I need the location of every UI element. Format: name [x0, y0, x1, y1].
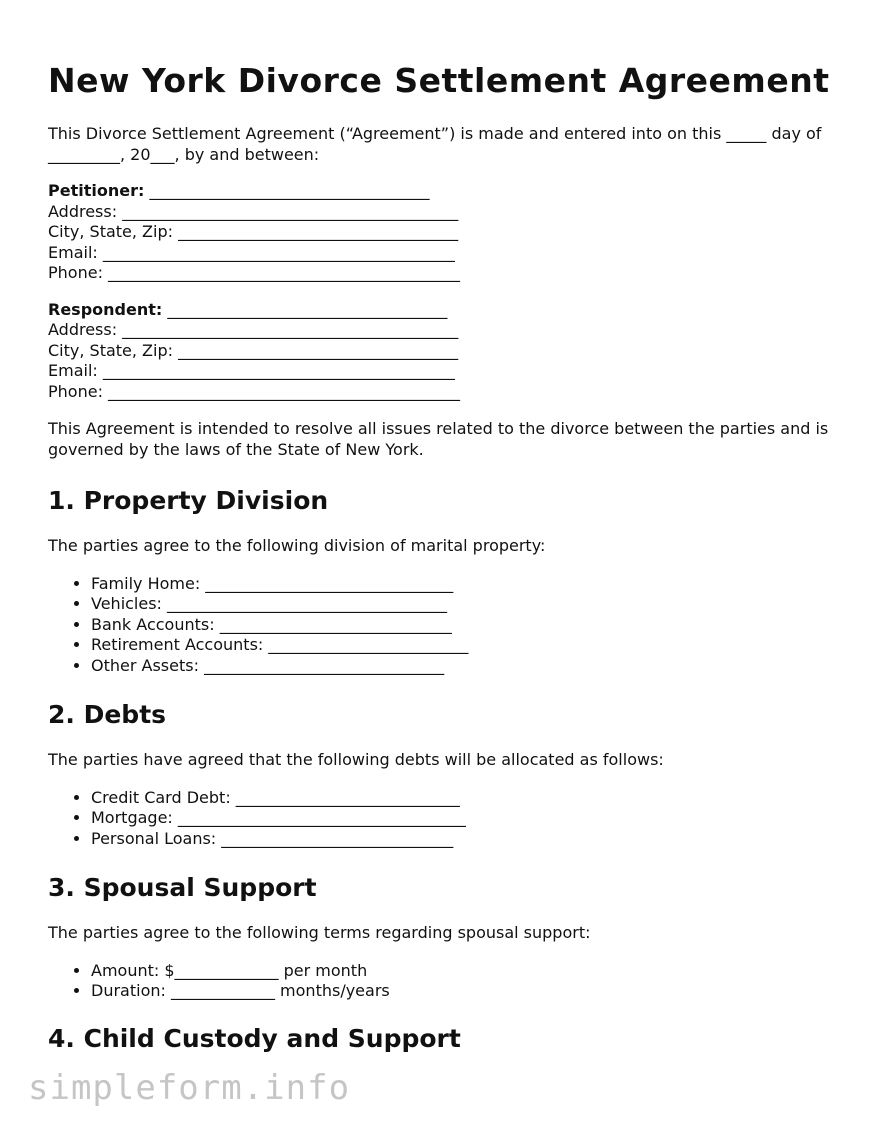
- petitioner-phone: Phone: ____________________________________________: [48, 263, 461, 282]
- spousal-lead: The parties agree to the following terms regarding spousal support:: [48, 923, 591, 942]
- document-page: [48, 60, 838, 1054]
- respondent-label: Respondent:: [48, 299, 163, 319]
- petitioner-email: Email: ____________________________________________: [48, 242, 455, 262]
- list-item: • Credit Card Debt: ____________________________: [91, 788, 838, 809]
- respondent-name-line: [48, 300, 838, 321]
- petitioner-block: [48, 181, 838, 284]
- debts-lead: The parties have agreed that the following debts will be allocated as follows:: [48, 750, 664, 769]
- debts-list: [48, 788, 838, 850]
- petitioner-name-line: [48, 181, 838, 202]
- property-lead: The parties agree to the following division of marital property:: [48, 536, 546, 555]
- watermark: simpleform.info: [28, 1068, 351, 1108]
- petitioner-city: City, State, Zip: ___________________________________: [48, 222, 459, 241]
- respondent-city: City, State, Zip: ___________________________________: [48, 340, 459, 360]
- list-item: • Family Home: _______________________________: [91, 574, 838, 595]
- petitioner-label: Petitioner:: [48, 181, 145, 200]
- list-item: • Vehicles: ___________________________________: [91, 594, 838, 615]
- petitioner-address: Address: __________________________________________: [48, 201, 459, 221]
- section-heading-property: 1. Property Division: [48, 486, 329, 515]
- list-item: • Retirement Accounts: _________________________: [91, 635, 838, 656]
- list-item: • Mortgage: ____________________________________: [91, 808, 838, 829]
- section-heading-debts: 2. Debts: [48, 700, 167, 729]
- property-list: [48, 574, 838, 677]
- section-heading-spousal-support: 3. Spousal Support: [48, 873, 317, 902]
- respondent-block: [48, 300, 838, 403]
- petitioner-name-blank: ___________________________________: [144, 181, 430, 200]
- respondent-phone: Phone: ____________________________________________: [48, 381, 461, 401]
- list-item: • Personal Loans: _____________________________: [91, 829, 838, 850]
- list-item: • Bank Accounts: _____________________________: [91, 615, 838, 636]
- respondent-name-blank: ___________________________________: [162, 299, 448, 319]
- spousal-list: [48, 961, 838, 1002]
- governing-law-paragraph: This Agreement is intended to resolve all issues related to the divorce between the parties and is governed by the laws of the State of New York.: [48, 419, 829, 459]
- document-title: New York Divorce Settlement Agreement: [48, 61, 830, 100]
- intro-paragraph: This Divorce Settlement Agreement (“Agreement”) is made and entered into on this _____ day of _________, 20___, by and between:: [48, 124, 822, 164]
- list-item: • Other Assets: ______________________________: [91, 656, 838, 677]
- respondent-address: Address: __________________________________________: [48, 320, 459, 339]
- list-item: • Amount: $_____________ per month: [91, 961, 838, 982]
- list-item: • Duration: _____________ months/years: [91, 981, 838, 1002]
- respondent-email: Email: ____________________________________________: [48, 361, 455, 380]
- section-heading-child-custody: 4. Child Custody and Support: [48, 1023, 461, 1053]
